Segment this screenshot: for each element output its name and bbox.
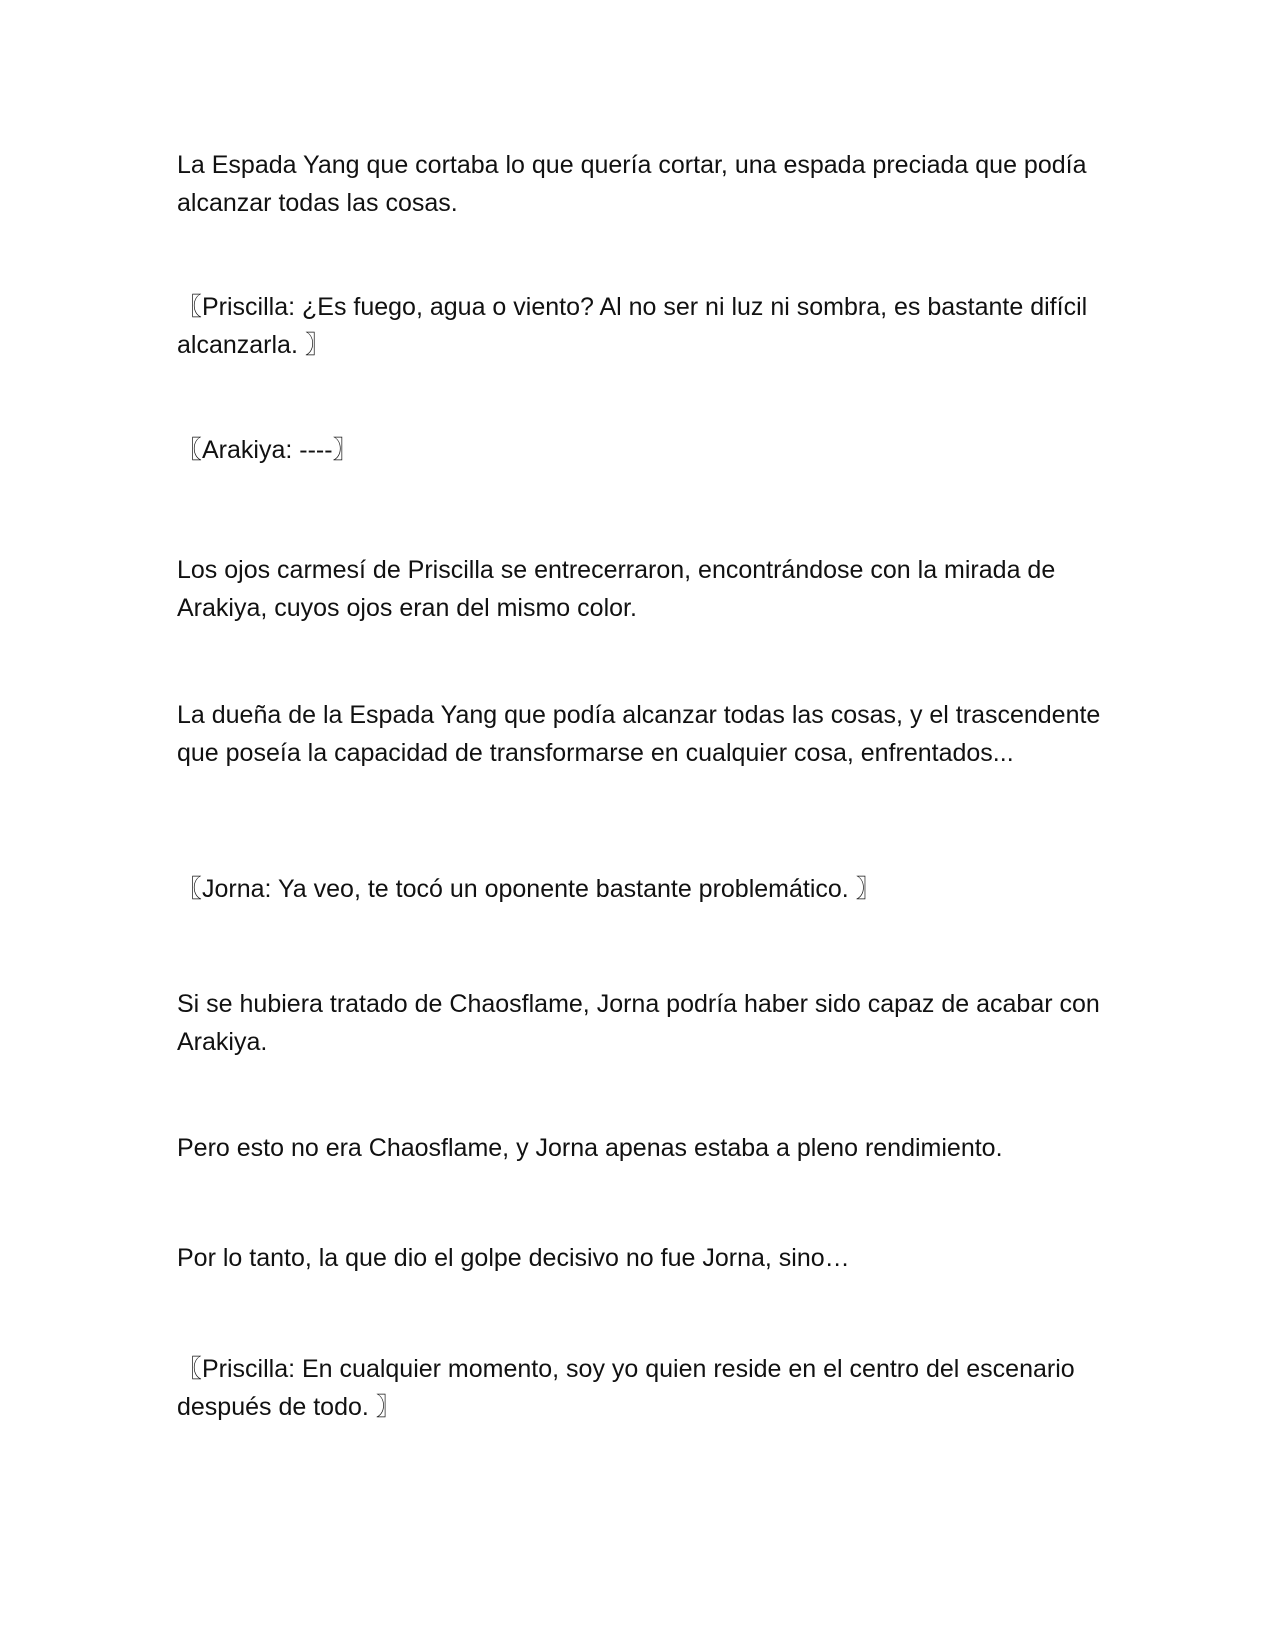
paragraph-decisive-blow: Por lo tanto, la que dio el golpe decisivo no fue Jorna, sino… [177,1244,850,1272]
paragraph-crimson-eyes: Los ojos carmesí de Priscilla se entrecerraron, encontrándose con la mirada de Arakiya, cuyos ojos eran del mismo color. [177,556,1056,622]
paragraph-chaosflame: Si se hubiera tratado de Chaosflame, Jorna podría haber sido capaz de acabar con Arakiya. [177,990,1100,1056]
paragraph-owner-transcendent: La dueña de la Espada Yang que podía alcanzar todas las cosas, y el trascendente que poseía la capacidad de transformarse en cualquier cosa, enfrentados... [177,701,1101,767]
dialogue-priscilla-1: 〖Priscilla: ¿Es fuego, agua o viento? Al no ser ni luz ni sombra, es bastante difícil alcanzarla. 〗 [177,293,1088,359]
dialogue-jorna: 〖Jorna: Ya veo, te tocó un oponente bastante problemático. 〗 [177,875,881,903]
dialogue-arakiya: 〖Arakiya: ----〗 [177,436,358,464]
dialogue-priscilla-2: 〖Priscilla: En cualquier momento, soy yo quien reside en el centro del escenario después de todo. 〗 [177,1355,1075,1421]
paragraph-yang-sword: La Espada Yang que cortaba lo que quería cortar, una espada preciada que podía alcanzar todas las cosas. [177,151,1087,217]
paragraph-not-chaosflame: Pero esto no era Chaosflame, y Jorna apenas estaba a pleno rendimiento. [177,1134,1003,1162]
